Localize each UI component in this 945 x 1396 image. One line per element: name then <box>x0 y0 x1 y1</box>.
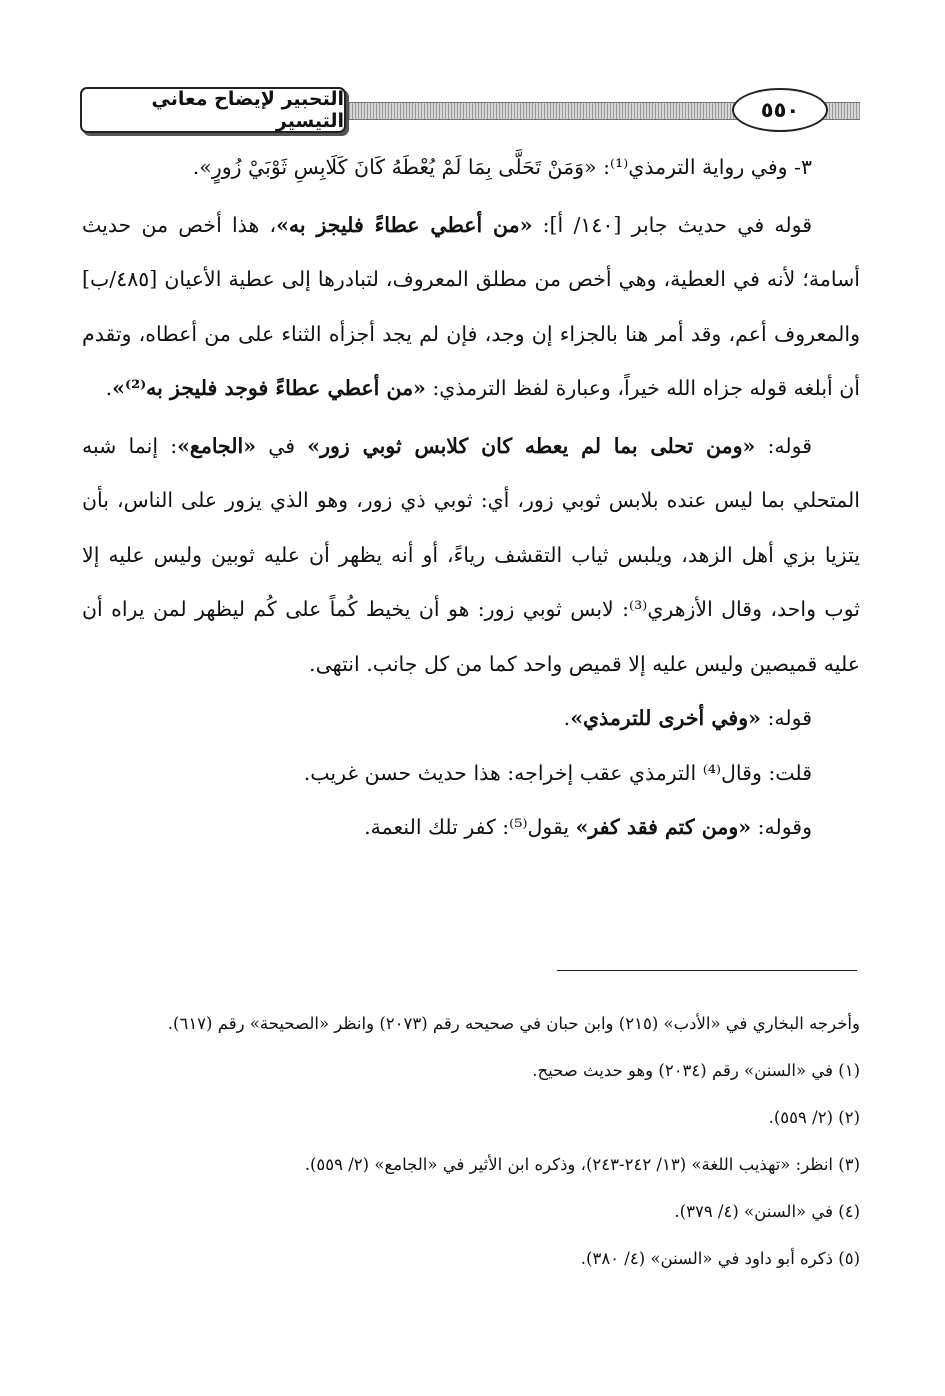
footnote-2: (٢) (٢/ ٥٥٩). <box>768 1108 860 1127</box>
paragraph-concealment <box>82 800 860 855</box>
paragraph-false-adornment <box>82 419 860 692</box>
book-title: التحبير لإيضاح معاني التيسير <box>80 87 346 133</box>
footnote-3: (٣) انظر: «تهذيب اللغة» (١٣/ ٢٤٢-٢٤٣)، وذكره ابن الأثير في «الجامع» (٢/ ٥٥٩). <box>304 1155 860 1174</box>
quote: «ومن كتم فقد كفر» <box>575 815 752 839</box>
quote: «وفي أخرى للترمذي» <box>570 706 761 730</box>
footnotes <box>80 1000 860 1282</box>
text: . <box>105 376 113 400</box>
text: وقوله: <box>751 815 812 839</box>
footnote-4: (٤) في «السنن» (٤/ ٣٧٩). <box>674 1202 860 1221</box>
quote: «من أعطي عطاءً فوجد فليجز به⁽²⁾» <box>112 376 426 400</box>
text: في <box>256 433 308 458</box>
page-header <box>80 78 860 140</box>
paragraph-another-tirmidhi <box>82 691 860 746</box>
paragraph-tirmidhi-grading: قلت: وقال⁽⁴⁾ الترمذي عقب إخراجه: هذا حديث حسن غريب. <box>303 760 812 785</box>
footnote-1: (١) في «السنن» رقم (٢٠٣٤) وهو حديث صحيح. <box>532 1061 860 1080</box>
quote: «ومن تحلى بما لم يعطه كان كلابس ثوبي زور» <box>307 433 756 458</box>
paragraph-tirmidhi-narration: ٣- وفي رواية الترمذي⁽¹⁾: «وَمَنْ تَحَلَّى بِمَا لَمْ يُعْطَهُ كَانَ كَلَابِسِ ثَوْبَيْ زُورٍ». <box>192 155 812 179</box>
quote: «من أعطي عطاءً فليجز به» <box>276 212 533 237</box>
footnote-separator <box>557 970 857 971</box>
paragraph-jabir-hadith <box>82 198 860 416</box>
text: ، هذا أخص من حديث أسامة؛ لأنه في العطية، وهي أخص من مطلق المعروف، لتبادرها إلى عطية الأعيان [٤٨٥/ب] والمعروف أعم، وقد أمر هنا بالجزاء إن وجد، فإن لم يجد أجزأه الثناء على من أعطاه، وتقدم أن أبلغه قوله جزاه الله خيراً، وعبارة لفظ الترمذي: <box>82 212 860 400</box>
text: : إنما شبه المتحلي بما ليس عنده بلابس ثوبي زور، أي: ثوبي ذي زور، وهو الذي يزور على الناس، بأن يتزيا بزي أهل الزهد، ويلبس ثياب التقشف رياءً، أو أنه يظهر أن عليه ثوبين وليس عليه إلا ثوب واحد، وقال الأزهري⁽³⁾: لابس ثوبي زور: هو أن يخيط كُماً على كُم ليظهر لمن يراه أن عليه قميصين وليس عليه إلا قميص واحد كما من كل جانب. انتهى. <box>82 433 860 676</box>
quote: «الجامع» <box>177 433 257 458</box>
text: قوله: <box>755 433 812 458</box>
text: . <box>563 706 571 730</box>
footnote-continued: وأخرجه البخاري في «الأدب» (٢١٥) وابن حبان في صحيحه رقم (٢٠٧٣) وانظر «الصحيحة» رقم (٦١٧). <box>167 1014 860 1033</box>
text: يقول⁽⁵⁾: كفر تلك النعمة. <box>364 815 576 839</box>
main-text <box>82 140 860 855</box>
text: قوله: <box>760 706 812 730</box>
page-number: ٥٥٠ <box>732 88 828 132</box>
footnote-5: (٥) ذكره أبو داود في «السنن» (٤/ ٣٨٠). <box>580 1249 860 1268</box>
text: قوله في حديث جابر [١٤٠/ أ]: <box>532 212 812 237</box>
